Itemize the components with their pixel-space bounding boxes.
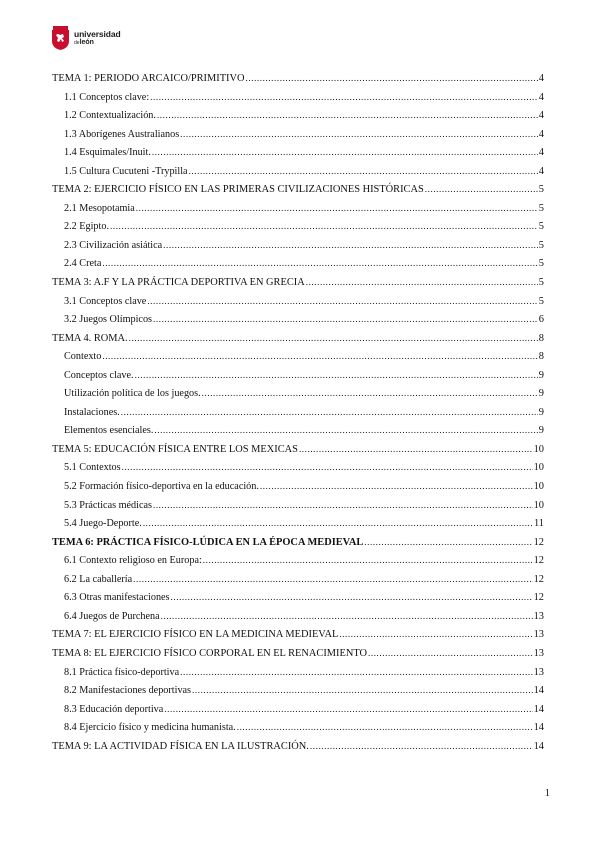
toc-entry-label: 1.2 Contextualización. bbox=[64, 110, 156, 122]
toc-dot-leader bbox=[135, 366, 538, 385]
toc-chapter-entry[interactable] bbox=[52, 273, 544, 292]
toc-section-entry[interactable] bbox=[52, 310, 544, 329]
toc-section-entry[interactable] bbox=[52, 718, 544, 737]
toc-dot-leader bbox=[150, 88, 538, 107]
toc-page-number: 10 bbox=[533, 499, 544, 511]
toc-entry-label: 2.3 Civilización asiática bbox=[64, 239, 163, 251]
toc-dot-leader bbox=[306, 273, 538, 292]
toc-dot-leader bbox=[143, 514, 533, 533]
toc-dot-leader bbox=[189, 162, 538, 181]
toc-entry-label: TEMA 8: EL EJERCICIO FÍSICO CORPORAL EN EL RENACIMIENTO bbox=[52, 647, 367, 659]
toc-page-number: 5 bbox=[538, 295, 544, 307]
toc-entry-label: 3.2 Juegos Olímpicos bbox=[64, 314, 153, 326]
toc-dot-leader bbox=[161, 607, 533, 626]
toc-entry-label: Elementos esenciales. bbox=[64, 425, 154, 437]
toc-section-entry[interactable] bbox=[52, 477, 544, 496]
toc-chapter-entry[interactable] bbox=[52, 644, 544, 663]
toc-entry-label: TEMA 7: EL EJERCICIO FÍSICO EN LA MEDICINA MEDIEVAL bbox=[52, 629, 339, 641]
toc-dot-leader bbox=[153, 310, 538, 329]
toc-entry-label: 2.1 Mesopotamia bbox=[64, 202, 135, 214]
toc-dot-leader bbox=[110, 217, 538, 236]
toc-entry-label: 2.4 Creta bbox=[64, 258, 102, 270]
toc-dot-leader bbox=[153, 496, 533, 515]
toc-entry-label: 8.1 Práctica físico-deportiva bbox=[64, 666, 180, 678]
toc-section-entry[interactable] bbox=[52, 366, 544, 385]
toc-page-number: 10 bbox=[533, 481, 544, 493]
university-logo bbox=[52, 26, 121, 50]
toc-section-entry[interactable] bbox=[52, 143, 544, 162]
toc-page-number: 12 bbox=[533, 592, 544, 604]
toc-section-entry[interactable] bbox=[52, 347, 544, 366]
toc-dot-leader bbox=[299, 440, 533, 459]
toc-dot-leader bbox=[203, 551, 533, 570]
toc-dot-leader bbox=[164, 700, 532, 719]
toc-dot-leader bbox=[237, 718, 533, 737]
toc-entry-label: 1.1 Conceptos clave: bbox=[64, 91, 150, 103]
toc-dot-leader bbox=[171, 588, 533, 607]
toc-page-number: 12 bbox=[533, 573, 544, 585]
toc-section-entry[interactable] bbox=[52, 88, 544, 107]
toc-entry-label: 3.1 Conceptos clave bbox=[64, 295, 147, 307]
toc-dot-leader bbox=[152, 143, 538, 162]
toc-page-number: 4 bbox=[538, 91, 544, 103]
toc-section-entry[interactable] bbox=[52, 125, 544, 144]
toc-entry-label: 5.4 Juego-Deporte. bbox=[64, 518, 142, 530]
toc-dot-leader bbox=[246, 69, 538, 88]
toc-entry-label: 6.3 Otras manifestaciones bbox=[64, 592, 170, 604]
toc-dot-leader bbox=[202, 384, 538, 403]
toc-entry-label: Utilización política de los juegos. bbox=[64, 388, 201, 400]
toc-section-entry[interactable] bbox=[52, 236, 544, 255]
toc-section-entry[interactable] bbox=[52, 421, 544, 440]
page-number: 1 bbox=[544, 788, 550, 799]
toc-chapter-entry[interactable] bbox=[52, 329, 544, 348]
toc-page-number: 5 bbox=[538, 258, 544, 270]
toc-chapter-entry[interactable] bbox=[52, 625, 544, 644]
toc-entry-label: 8.3 Educación deportiva bbox=[64, 703, 164, 715]
toc-page-number: 9 bbox=[538, 388, 544, 400]
university-name bbox=[74, 30, 121, 46]
toc-section-entry[interactable] bbox=[52, 607, 544, 626]
toc-page-number: 12 bbox=[533, 555, 544, 567]
toc-page-number: 11 bbox=[533, 518, 544, 530]
toc-section-entry[interactable] bbox=[52, 551, 544, 570]
toc-dot-leader bbox=[364, 533, 532, 552]
toc-entry-label: 2.2 Egipto. bbox=[64, 221, 109, 233]
toc-page-number: 5 bbox=[538, 184, 544, 196]
toc-page-number: 13 bbox=[533, 666, 544, 678]
toc-dot-leader bbox=[133, 570, 532, 589]
toc-dot-leader bbox=[425, 180, 538, 199]
toc-page-number: 13 bbox=[533, 629, 544, 641]
toc-entry-label: TEMA 3: A.F Y LA PRÁCTICA DEPORTIVA EN GRECIA bbox=[52, 277, 305, 289]
toc-dot-leader bbox=[136, 199, 538, 218]
toc-section-entry[interactable] bbox=[52, 254, 544, 273]
toc-dot-leader bbox=[192, 681, 533, 700]
toc-section-entry[interactable] bbox=[52, 496, 544, 515]
toc-entry-label: 6.2 La caballería bbox=[64, 573, 133, 585]
toc-chapter-entry[interactable] bbox=[52, 180, 544, 199]
toc-page-number: 14 bbox=[533, 685, 544, 697]
logo-line1: universidad bbox=[74, 29, 121, 40]
toc-dot-leader bbox=[310, 737, 533, 756]
table-of-contents bbox=[52, 69, 544, 755]
toc-entry-label: Conceptos clave. bbox=[64, 369, 134, 381]
toc-entry-label: 1.5 Cultura Cucuteni -Trypilla bbox=[64, 165, 188, 177]
toc-dot-leader bbox=[102, 254, 537, 273]
toc-entry-label: 8.2 Manifestaciones deportivas bbox=[64, 685, 192, 697]
toc-page-number: 14 bbox=[533, 722, 544, 734]
toc-section-entry[interactable] bbox=[52, 458, 544, 477]
toc-page-number: 4 bbox=[538, 128, 544, 140]
toc-entry-label: 5.3 Prácticas médicas bbox=[64, 499, 152, 511]
toc-dot-leader bbox=[260, 477, 533, 496]
toc-dot-leader bbox=[121, 403, 538, 422]
toc-page-number: 5 bbox=[538, 277, 544, 289]
toc-dot-leader bbox=[157, 106, 538, 125]
toc-section-entry[interactable] bbox=[52, 700, 544, 719]
toc-section-entry[interactable] bbox=[52, 514, 544, 533]
toc-dot-leader bbox=[154, 421, 537, 440]
toc-section-entry[interactable] bbox=[52, 384, 544, 403]
toc-entry-label: 6.4 Juegos de Purchena bbox=[64, 610, 160, 622]
toc-dot-leader bbox=[180, 125, 538, 144]
toc-entry-label: TEMA 6: PRÁCTICA FÍSICO-LÚDICA EN LA ÉPOCA MEDIEVAL bbox=[52, 536, 364, 548]
logo-city: león bbox=[79, 38, 94, 46]
toc-page-number: 4 bbox=[538, 147, 544, 159]
toc-page-number: 8 bbox=[538, 332, 544, 344]
toc-page-number: 5 bbox=[538, 202, 544, 214]
toc-entry-label: TEMA 1: PERIODO ARCAICO/PRIMITIVO bbox=[52, 73, 245, 84]
toc-entry-label: Instalaciones. bbox=[64, 406, 120, 418]
toc-section-entry[interactable] bbox=[52, 199, 544, 218]
coat-of-arms-icon bbox=[52, 26, 69, 50]
toc-section-entry[interactable] bbox=[52, 292, 544, 311]
toc-page-number: 10 bbox=[533, 443, 544, 455]
toc-dot-leader bbox=[368, 644, 533, 663]
toc-dot-leader bbox=[180, 663, 532, 682]
toc-entry-label: 1.3 Aborígenes Australianos bbox=[64, 128, 180, 140]
toc-page-number: 4 bbox=[538, 165, 544, 177]
toc-page-number: 5 bbox=[538, 221, 544, 233]
toc-entry-label: 5.2 Formación físico-deportiva en la educación. bbox=[64, 481, 259, 493]
toc-dot-leader bbox=[122, 458, 533, 477]
toc-page-number: 9 bbox=[538, 406, 544, 418]
toc-section-entry[interactable] bbox=[52, 162, 544, 181]
toc-chapter-entry[interactable] bbox=[52, 440, 544, 459]
toc-section-entry[interactable] bbox=[52, 106, 544, 125]
toc-page-number: 14 bbox=[533, 703, 544, 715]
toc-entry-label: TEMA 5: EDUCACIÓN FÍSICA ENTRE LOS MEXICAS bbox=[52, 443, 298, 455]
toc-entry-label: Contexto bbox=[64, 351, 102, 363]
toc-entry-label: TEMA 4. ROMA. bbox=[52, 332, 128, 344]
toc-page-number: 13 bbox=[533, 610, 544, 622]
toc-entry-label: TEMA 9: LA ACTIVIDAD FÍSICA EN LA ILUSTRACIÓN. bbox=[52, 740, 309, 752]
toc-entry-label: 5.1 Contextos bbox=[64, 462, 121, 474]
toc-section-entry[interactable] bbox=[52, 570, 544, 589]
toc-page-number: 5 bbox=[538, 239, 544, 251]
toc-page-number: 9 bbox=[538, 369, 544, 381]
toc-entry-label: TEMA 2: EJERCICIO FÍSICO EN LAS PRIMERAS CIVILIZACIONES HISTÓRICAS bbox=[52, 184, 424, 196]
toc-entry-label: 1.4 Esquimales/Inuit. bbox=[64, 147, 151, 159]
toc-page-number: 14 bbox=[533, 740, 544, 752]
toc-page-number: 4 bbox=[538, 73, 544, 84]
toc-section-entry[interactable] bbox=[52, 588, 544, 607]
toc-entry-label: 6.1 Contexto religioso en Europa: bbox=[64, 555, 202, 567]
toc-page-number: 12 bbox=[533, 536, 544, 548]
toc-dot-leader bbox=[163, 236, 538, 255]
toc-section-entry[interactable] bbox=[52, 403, 544, 422]
toc-dot-leader bbox=[339, 625, 532, 644]
toc-page-number: 10 bbox=[533, 462, 544, 474]
toc-page-number: 13 bbox=[533, 647, 544, 659]
toc-dot-leader bbox=[129, 329, 538, 348]
toc-page-number: 9 bbox=[538, 425, 544, 437]
toc-section-entry[interactable] bbox=[52, 217, 544, 236]
toc-section-entry[interactable] bbox=[52, 681, 544, 700]
toc-dot-leader bbox=[102, 347, 537, 366]
toc-section-entry[interactable] bbox=[52, 663, 544, 682]
toc-chapter-entry[interactable] bbox=[52, 69, 544, 88]
toc-chapter-entry[interactable] bbox=[52, 533, 544, 552]
toc-page-number: 6 bbox=[538, 314, 544, 326]
toc-entry-label: 8.4 Ejercicio físico y medicina humanista. bbox=[64, 722, 236, 734]
logo-de: de bbox=[74, 39, 80, 46]
toc-dot-leader bbox=[147, 292, 537, 311]
logo-line2 bbox=[74, 39, 121, 46]
toc-page-number: 4 bbox=[538, 110, 544, 122]
toc-page-number: 8 bbox=[538, 351, 544, 363]
toc-chapter-entry[interactable] bbox=[52, 737, 544, 756]
